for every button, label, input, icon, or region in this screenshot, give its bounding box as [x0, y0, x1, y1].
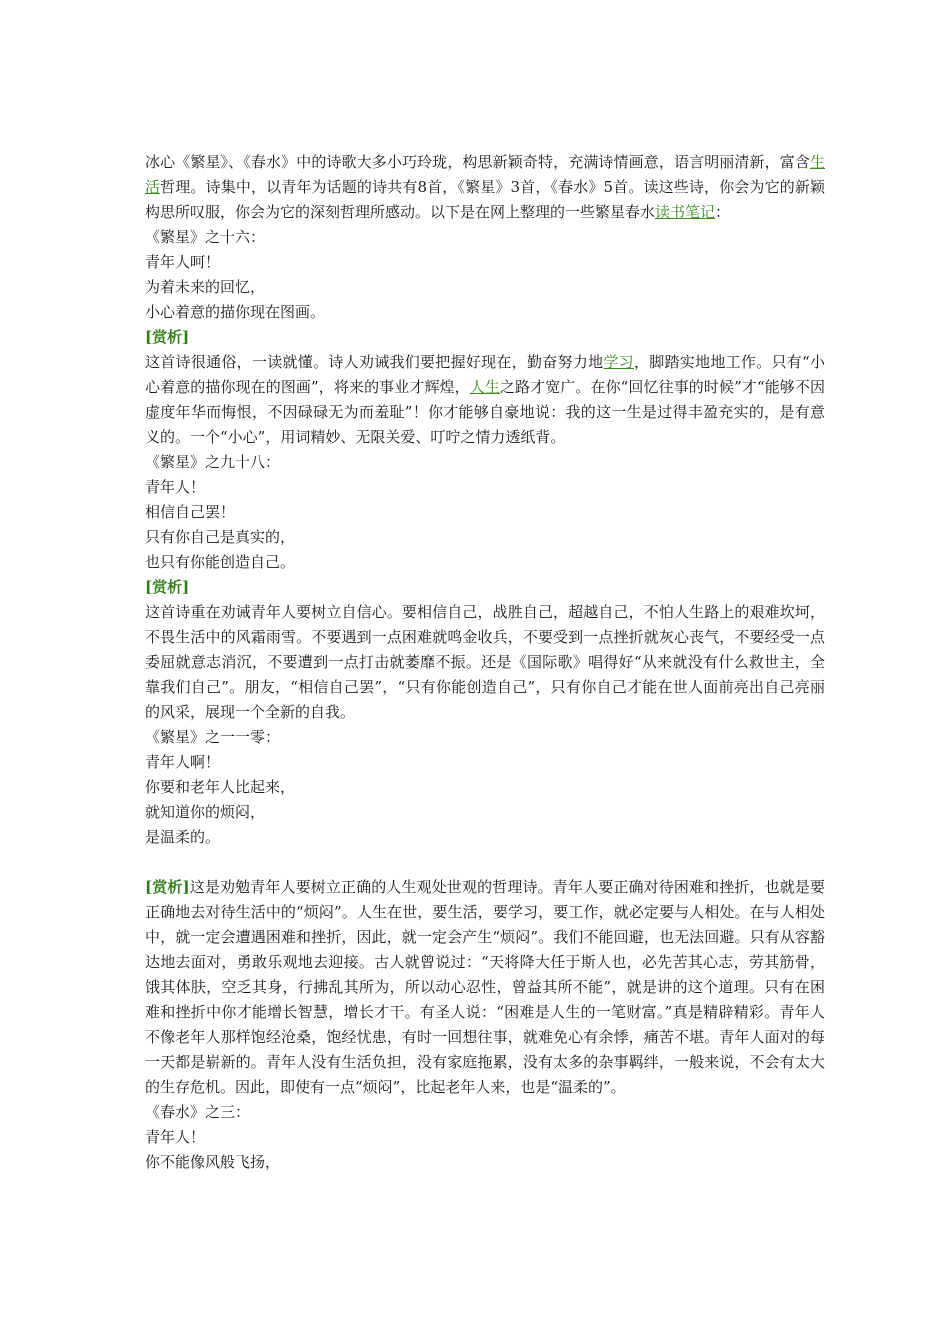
intro-text-1: 冰心《繁星》、《春水》中的诗歌大多小巧玲珑，构思新颖奇特，充满诗情画意，语言明丽清新，富含: [145, 153, 810, 171]
intro-text-3: ：: [715, 203, 731, 221]
poem-title: 《繁星》之十六：: [145, 228, 266, 246]
intro-text-2: 哲理。诗集中，以青年为话题的诗共有8首，《繁星》3首，《春水》5首。读这些诗，你会为它的新颖构思所叹服，你会为它的深刻哲理所感动。以下是在网上整理的一些繁星春水: [145, 178, 825, 221]
poem-line: 只有你自己是真实的，: [145, 528, 296, 546]
analysis-text-3: 之路才宽广。在你“回忆往事的时候”才“能够不因虚度年华而悔恨，不因碌碌无为而羞耻”！你才能够自豪地说：我的这一生是过得丰盈充实的，是有意义的。一个“小心”，用词精妙、无限关爱、叮咛之情力透纸背。: [145, 378, 825, 446]
analysis-paragraph: 这首诗重在劝诫青年人要树立自信心。要相信自己，战胜自己，超越自己，不怕人生路上的艰难坎坷，不畏生活中的风霜雨雪。不要遇到一点困难就鸣金收兵，不要受到一点挫折就灰心丧气，不要经受一点委屈就意志消沉，不要遭到一点打击就萎靡不振。还是《国际歌》唱得好“从来就没有什么救世主，全靠我们自己”。朋友，“相信自己罢”，“只有你能创造自己”，只有你自己才能在世人面前亮出自己亮丽的风采，展现一个全新的自我。: [145, 603, 825, 721]
poem-line: 也只有你能创造自己。: [145, 553, 296, 571]
poem-line: 为着未来的回忆，: [145, 278, 266, 296]
poem-line: 相信自己罢！: [145, 503, 236, 521]
study-link[interactable]: 学习: [603, 353, 634, 371]
poem-title: 《繁星》之九十八：: [145, 453, 281, 471]
poem-line: 青年人呵！: [145, 253, 221, 271]
analysis-text: 这是劝勉青年人要树立正确的人生观处世观的哲理诗。青年人要正确对待困难和挫折，也就是要正确地去对待生活中的“烦闷”。人生在世，要生活，要学习，要工作，就必定要与人相处。在与人相处中，就一定会遭遇困难和挫折，因此，就一定会产生“烦闷”。我们不能回避，也无法回避。只有从容豁达地去面对，勇敢乐观地去迎接。古人就曾说过：“天将降大任于斯人也，必先苦其心志，劳其筋骨，饿其体肤，空乏其身，行拂乱其所为，所以动心忍性，曾益其所不能”，就是讲的这个道理。只有在困难和挫折中你才能增长智慧，增长才干。有圣人说：“困难是人生的一笔财富。”真是精辟精彩。青年人不像老年人那样饱经沧桑，饱经忧患，有时一回想往事，就难免心有余悸，痛苦不堪。青年人面对的每一天都是崭新的。青年人没有生活负担，没有家庭拖累，没有太多的杂事羁绊，一般来说，不会有太大的生存危机。因此，即使有一点“烦闷”，比起老年人来，也是“温柔的”。: [145, 878, 825, 1096]
analysis-text-1: 这首诗很通俗，一读就懂。诗人劝诫我们要把握好现在，勤奋努力地: [145, 353, 604, 371]
poem-line: 小心着意的描你现在图画。: [145, 303, 326, 321]
analysis-label: [赏析]: [145, 578, 190, 596]
poem-line: 你要和老年人比起来，: [145, 778, 296, 796]
poem-title: 《繁星》之一一零：: [145, 728, 281, 746]
analysis-paragraph: [145, 350, 825, 450]
poem-line: 青年人！: [145, 1128, 206, 1146]
poem-title: 《春水》之三：: [145, 1103, 251, 1121]
analysis-text-2: ，脚踏实地地工作。只有“小心着意的描你现在的图画”，将来的事业才辉煌，: [145, 353, 825, 396]
analysis-paragraph: [145, 875, 825, 1100]
life-link[interactable]: 生活: [145, 153, 825, 196]
poem-line: 你不能像风般飞扬，: [145, 1153, 281, 1171]
intro-paragraph: [145, 150, 825, 225]
poem-line: 青年人啊！: [145, 753, 221, 771]
poem-line: 就知道你的烦闷，: [145, 803, 266, 821]
poem-line: 青年人！: [145, 478, 206, 496]
poem-line: 是温柔的。: [145, 828, 221, 846]
analysis-label: [赏析]: [145, 878, 190, 896]
document-body: [145, 150, 825, 1175]
life-path-link[interactable]: 人生: [469, 378, 500, 396]
blank-line: [145, 850, 825, 875]
reading-notes-link[interactable]: 读书笔记: [655, 203, 716, 221]
analysis-label: [赏析]: [145, 328, 190, 346]
